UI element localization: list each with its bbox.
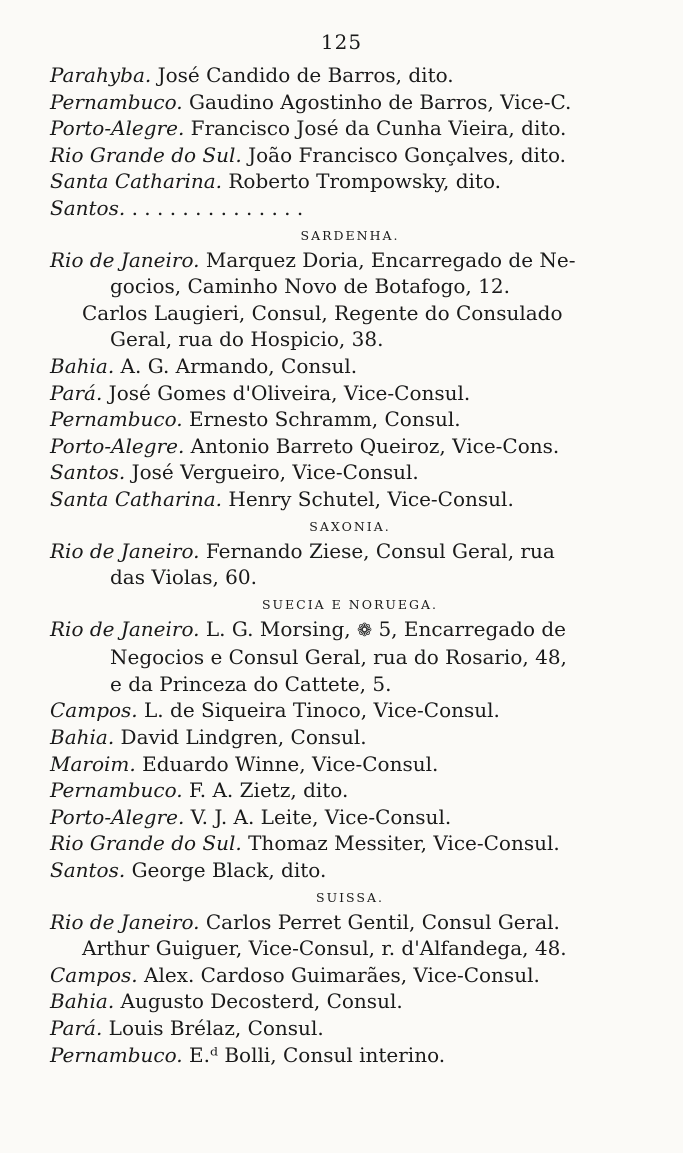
entry-line: [50, 380, 650, 407]
place-name: Rio Grande do Sul.: [50, 142, 242, 167]
entry-line: [50, 486, 650, 513]
seal-icon: ❁: [357, 619, 373, 641]
entry-line: [50, 777, 650, 804]
entry-continuation: Negocios e Consul Geral, rua do Rosario, 48,: [110, 645, 567, 670]
entry-line: [50, 115, 650, 142]
entry-line: [50, 724, 650, 751]
entry-line: [50, 247, 650, 274]
place-name: Bahia.: [50, 353, 115, 378]
entry-line: [50, 168, 650, 195]
entry-line: [50, 433, 650, 460]
place-name: Pará.: [50, 380, 103, 405]
place-name: Campos.: [50, 698, 138, 723]
place-name: Porto-Alegre.: [50, 433, 185, 458]
place-name: Santa Catharina.: [50, 169, 223, 194]
place-name: Maroim.: [50, 751, 136, 776]
place-name: Rio de Janeiro.: [50, 247, 200, 272]
entry-line: [50, 751, 650, 778]
place-name: Porto-Alegre.: [50, 804, 185, 829]
entry-line: [50, 459, 650, 486]
entry-text: F. A. Zietz, dito.: [182, 778, 349, 803]
entry-text: V. J. A. Leite, Vice-Consul.: [184, 804, 452, 829]
entry-text: Carlos Perret Gentil, Consul Geral.: [199, 909, 560, 934]
entry-text: Henry Schutel, Vice-Consul.: [222, 486, 514, 511]
entry-text: L. G. Morsing,: [199, 616, 357, 641]
place-name: Pernambuco.: [50, 1042, 183, 1067]
entry-text: José Candido de Barros, dito.: [151, 63, 454, 87]
page-number: 125: [320, 30, 363, 54]
entry-line: [50, 962, 650, 989]
entry-text: Antonio Barreto Queiroz, Vice-Cons.: [184, 433, 560, 458]
entry-line: [50, 804, 650, 831]
entry-line: [50, 406, 650, 433]
entry-text: E.ᵈ Bolli, Consul interino.: [182, 1042, 446, 1067]
entry-line: [50, 142, 650, 169]
entry-line: [50, 89, 650, 116]
entry-text: George Black, dito.: [125, 858, 327, 883]
entry-line: [50, 62, 650, 89]
place-name: Rio de Janeiro.: [50, 538, 200, 563]
place-name: Campos.: [50, 962, 138, 987]
entry-text: Ernesto Schramm, Consul.: [182, 407, 461, 432]
place-name: Rio de Janeiro.: [50, 616, 200, 641]
entry-continuation: e da Princeza do Cattete, 5.: [110, 671, 392, 696]
entry-text: José Vergueiro, Vice-Consul.: [125, 460, 419, 485]
entry-text: José Gomes d'Oliveira, Vice-Consul.: [102, 380, 471, 405]
section-heading-sardenha: SARDENHA.: [300, 227, 400, 243]
entry-text: Alex. Cardoso Guimarães, Vice-Consul.: [137, 962, 540, 987]
entry-text: L. de Siqueira Tinoco, Vice-Consul.: [137, 698, 500, 723]
section-heading-suecia-noruega: SUECIA E NORUEGA.: [261, 596, 439, 612]
entry-line: [50, 1015, 650, 1042]
entry-text: 5, Encarregado de: [372, 616, 567, 641]
entry-continuation: das Violas, 60.: [110, 565, 257, 590]
place-name: Bahia.: [50, 725, 115, 750]
entry-line: [50, 1042, 650, 1069]
entry-line: [50, 909, 650, 936]
entry-text: Louis Brélaz, Consul.: [102, 1016, 324, 1040]
entry-line: [50, 697, 650, 724]
entry-text: Roberto Trompowsky, dito.: [222, 169, 501, 194]
entry-line: Carlos Laugieri, Consul, Regente do Consulado: [82, 300, 563, 325]
place-name: Pernambuco.: [50, 407, 183, 432]
entry-text: Gaudino Agostinho de Barros, Vice-C.: [182, 89, 572, 114]
place-name: Santos.: [50, 460, 126, 485]
consul-listing: [50, 62, 650, 1068]
entry-line: [50, 353, 650, 380]
place-name: Pará.: [50, 1016, 103, 1040]
place-name: Santa Catharina.: [50, 486, 223, 511]
entry-line: [50, 616, 650, 645]
place-name: Bahia.: [50, 989, 115, 1014]
entry-line: [50, 538, 650, 565]
place-name: Porto-Alegre.: [50, 116, 185, 141]
section-heading-saxonia: SAXONIA.: [309, 518, 391, 534]
entry-continuation: gocios, Caminho Novo de Botafogo, 12.: [110, 274, 510, 299]
entry-text: . . . . . . . . . . . . . .: [125, 195, 304, 220]
entry-text: David Lindgren, Consul.: [114, 725, 367, 750]
entry-text: Fernando Ziese, Consul Geral, rua: [199, 538, 555, 563]
entry-text: Francisco José da Cunha Vieira, dito.: [184, 116, 567, 141]
entry-text: Marquez Doria, Encarregado de Ne-: [199, 247, 576, 272]
place-name: Parahyba.: [50, 63, 152, 87]
place-name: Rio Grande do Sul.: [50, 831, 242, 856]
entry-text: A. G. Armando, Consul.: [114, 353, 358, 378]
entry-text: Thomaz Messiter, Vice-Consul.: [241, 831, 560, 856]
place-name: Santos.: [50, 858, 126, 883]
place-name: Pernambuco.: [50, 89, 183, 114]
entry-text: Eduardo Winne, Vice-Consul.: [135, 751, 439, 776]
place-name: Pernambuco.: [50, 778, 183, 803]
entry-line: Arthur Guiguer, Vice-Consul, r. d'Alfandega, 48.: [82, 936, 567, 961]
entry-text: Augusto Decosterd, Consul.: [114, 989, 403, 1014]
entry-line: [50, 830, 650, 857]
entry-line: [50, 988, 650, 1015]
entry-line: [50, 857, 650, 884]
entry-text: João Francisco Gonçalves, dito.: [241, 142, 566, 167]
entry-continuation: Geral, rua do Hospicio, 38.: [110, 327, 384, 352]
place-name: Rio de Janeiro.: [50, 909, 200, 934]
place-name: Santos.: [50, 195, 126, 220]
entry-line: [50, 195, 650, 222]
section-heading-suissa: SUISSA.: [316, 889, 384, 905]
